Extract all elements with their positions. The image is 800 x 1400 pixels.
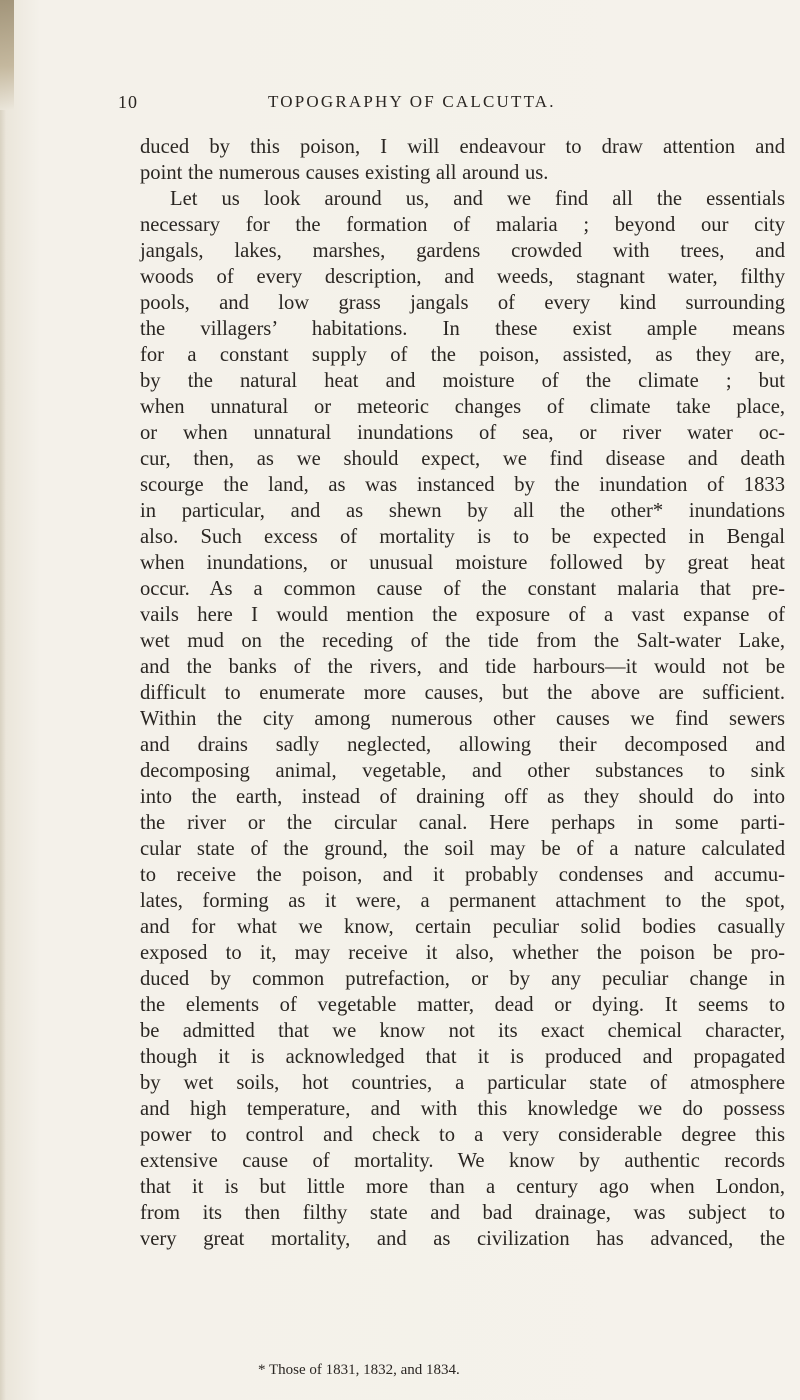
text-line: decomposing animal, vegetable, and other substances to sink (140, 760, 785, 782)
text-line: though it is acknowledged that it is produced and propagated (140, 1046, 785, 1068)
text-line: difficult to enumerate more causes, but the above are sufficient. (140, 682, 785, 704)
running-head: TOPOGRAPHY OF CALCUTTA. (268, 92, 556, 111)
text-line: the villagers’ habitations. In these exist ample means (140, 318, 785, 340)
text-line: duced by common putrefaction, or by any peculiar change in (140, 968, 785, 990)
text-line: also. Such excess of mortality is to be expected in Bengal (140, 526, 785, 548)
body-text (140, 134, 785, 1252)
text-line: to receive the poison, and it probably condenses and accumu- (140, 864, 785, 886)
text-line: pools, and low grass jangals of every kind surrounding (140, 292, 785, 314)
page-number: 10 (118, 92, 138, 112)
text-line: very great mortality, and as civilization has advanced, the (140, 1228, 785, 1250)
text-line: be admitted that we know not its exact chemical character, (140, 1020, 785, 1042)
text-line: when unnatural or meteoric changes of climate take place, (140, 396, 785, 418)
text-line: vails here I would mention the exposure of a vast expanse of (140, 604, 785, 626)
text-line: and the banks of the rivers, and tide harbours—it would not be (140, 656, 785, 678)
page-header (118, 92, 778, 118)
text-line: and for what we know, certain peculiar solid bodies casually (140, 916, 785, 938)
text-line: lates, forming as it were, a permanent attachment to the spot, (140, 890, 785, 912)
text-line: in particular, and as shewn by all the other* inundations (140, 500, 785, 522)
text-line: for a constant supply of the poison, assisted, as they are, (140, 344, 785, 366)
text-line: necessary for the formation of malaria ; beyond our city (140, 214, 785, 236)
footnote: * Those of 1831, 1832, and 1834. (258, 1362, 460, 1378)
text-line: occur. As a common cause of the constant malaria that pre- (140, 578, 785, 600)
text-line: point the numerous causes existing all around us. (140, 162, 549, 184)
text-line: Let us look around us, and we find all the essentials (170, 188, 785, 210)
text-line: from its then filthy state and bad drainage, was subject to (140, 1202, 785, 1224)
text-line: scourge the land, as was instanced by the inundation of 1833 (140, 474, 785, 496)
text-line: by the natural heat and moisture of the climate ; but (140, 370, 785, 392)
text-line: Within the city among numerous other causes we find sewers (140, 708, 785, 730)
text-line: exposed to it, may receive it also, whether the poison be pro- (140, 942, 785, 964)
text-line: duced by this poison, I will endeavour to draw attention and (140, 136, 785, 158)
text-line: woods of every description, and weeds, stagnant water, filthy (140, 266, 785, 288)
text-line: by wet soils, hot countries, a particular state of atmosphere (140, 1072, 785, 1094)
text-line: cur, then, as we should expect, we find disease and death (140, 448, 785, 470)
text-line: and high temperature, and with this knowledge we do possess (140, 1098, 785, 1120)
text-line: and drains sadly neglected, allowing their decomposed and (140, 734, 785, 756)
text-line: jangals, lakes, marshes, gardens crowded with trees, and (140, 240, 785, 262)
text-line: when inundations, or unusual moisture followed by great heat (140, 552, 785, 574)
text-line: cular state of the ground, the soil may be of a nature calculated (140, 838, 785, 860)
text-line: the elements of vegetable matter, dead or dying. It seems to (140, 994, 785, 1016)
text-line: the river or the circular canal. Here perhaps in some parti- (140, 812, 785, 834)
text-line: that it is but little more than a century ago when London, (140, 1176, 785, 1198)
text-line: wet mud on the receding of the tide from the Salt-water Lake, (140, 630, 785, 652)
text-line: or when unnatural inundations of sea, or river water oc- (140, 422, 785, 444)
text-line: into the earth, instead of draining off as they should do into (140, 786, 785, 808)
text-line: power to control and check to a very considerable degree this (140, 1124, 785, 1146)
gutter-shadow (0, 110, 6, 1400)
text-line: extensive cause of mortality. We know by authentic records (140, 1150, 785, 1172)
binding-edge (0, 0, 14, 110)
